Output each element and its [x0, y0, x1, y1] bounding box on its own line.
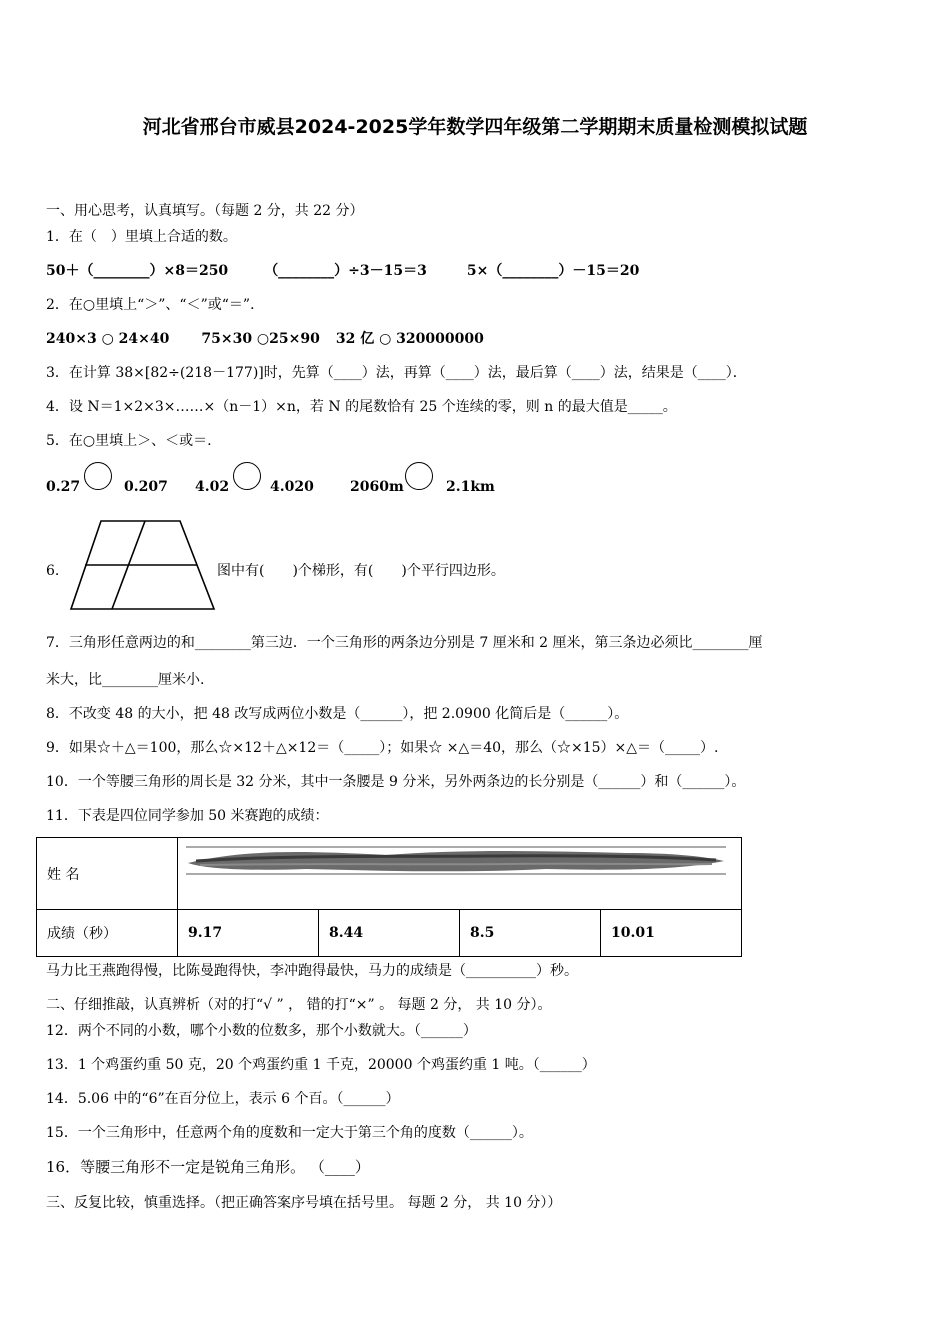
q5-a-left: 0.27 — [46, 479, 81, 495]
question-7-line-2: 米大，比________厘米小. — [46, 672, 205, 688]
compare-circle — [233, 462, 261, 490]
table-row — [37, 910, 742, 957]
question-5: 5．在○里填上＞、＜或＝. — [46, 433, 212, 449]
score-cell: 8.44 — [319, 910, 460, 957]
question-13: 13．1 个鸡蛋约重 50 克，20 个鸡蛋约重 1 千克，20000 个鸡蛋约重 1 吨。（______） — [46, 1057, 596, 1073]
section-3-heading: 三、反复比较，慎重选择。（把正确答案序号填在括号里。 每题 2 分， 共 10 分）） — [46, 1195, 562, 1211]
question-15: 15．一个三角形中，任意两个角的度数和一定大于第三个角的度数（______）。 — [46, 1125, 533, 1141]
q1-item-a: 50＋（________）×8＝250 — [46, 263, 229, 279]
question-1: 1．在（ ）里填上合适的数。 — [46, 229, 237, 245]
q2-item-a: 240×3 ○ 24×40 — [46, 331, 170, 347]
q1-item-b: （________）÷3－15＝3 — [264, 263, 427, 279]
q5-c-left: 2060m — [350, 479, 404, 495]
q2-item-c: 32 亿 ○ 320000000 — [335, 331, 484, 347]
q5-a-right: 0.207 — [124, 479, 168, 495]
question-1-items — [46, 261, 639, 281]
section-1-heading: 一、用心思考，认真填写。（每题 2 分，共 22 分） — [46, 203, 364, 219]
q1-item-c: 5×（________）－15＝20 — [466, 263, 640, 279]
score-cell: 8.5 — [460, 910, 601, 957]
question-16: 16．等腰三角形不一定是锐角三角形。 （____） — [46, 1158, 370, 1176]
q5-b-right: 4.020 — [270, 479, 314, 495]
question-14: 14．5.06 中的“6”在百分位上，表示 6 个百。（______） — [46, 1091, 400, 1107]
q5-c-right: 2.1km — [446, 479, 495, 495]
score-cell: 9.17 — [178, 910, 319, 957]
question-6-number: 6. — [46, 563, 60, 579]
question-4: 4．设 N＝1×2×3×……×（n－1）×n，若 N 的尾数恰有 25 个连续的零，则 n 的最大值是_____。 — [46, 399, 677, 415]
section-2-heading: 二、仔细推敲，认真辨析（对的打“√ ” ， 错的打“×” 。 每题 2 分， 共 10 分）。 — [46, 997, 552, 1013]
compare-circle — [405, 462, 433, 490]
question-12: 12．两个不同的小数，哪个小数的位数多，那个小数就大。（______） — [46, 1023, 477, 1039]
question-8: 8．不改变 48 的大小，把 48 改写成两位小数是（______），把 2.0900 化简后是（______）。 — [46, 706, 629, 722]
question-6: 图中有( )个梯形，有( )个平行四边形。 — [217, 563, 505, 579]
question-11-followup: 马力比王燕跑得慢，比陈曼跑得快，李冲跑得最快，马力的成绩是（__________）秒。 — [46, 963, 578, 979]
question-9: 9．如果☆＋△＝100，那么☆×12＋△×12＝（_____）；如果☆ ×△＝40，那么（☆×15）×△＝（_____）. — [46, 740, 719, 756]
trapezoid-figure — [68, 518, 218, 612]
compare-circle — [84, 462, 112, 490]
q2-item-b: 75×30 ○25×90 — [201, 331, 320, 347]
redaction-scribble — [186, 843, 726, 877]
page-title: 河北省邢台市威县2024-2025学年数学四年级第二学期期末质量检测模拟试题 — [142, 116, 808, 138]
question-11: 11．下表是四位同学参加 50 米赛跑的成绩： — [46, 808, 329, 824]
question-10: 10．一个等腰三角形的周长是 32 分米，其中一条腰是 9 分米，另外两条边的长分别是（______）和（______）。 — [46, 774, 746, 790]
question-2: 2．在○里填上“＞”、“＜”或“＝”． — [46, 297, 265, 313]
name-label-cell: 姓 名 — [37, 838, 178, 910]
question-7-line-1: 7．三角形任意两边的和________第三边．一个三角形的两条边分别是 7 厘米和 2 厘米，第三条边必须比________厘 — [46, 635, 763, 651]
score-cell: 10.01 — [601, 910, 742, 957]
score-label-cell: 成绩（秒） — [37, 910, 178, 957]
question-2-items — [46, 329, 484, 349]
q5-b-left: 4.02 — [195, 479, 230, 495]
question-3: 3．在计算 38×[82÷(218－177)]时，先算（____）法，再算（____）法，最后算（____）法，结果是（____）． — [46, 365, 747, 381]
